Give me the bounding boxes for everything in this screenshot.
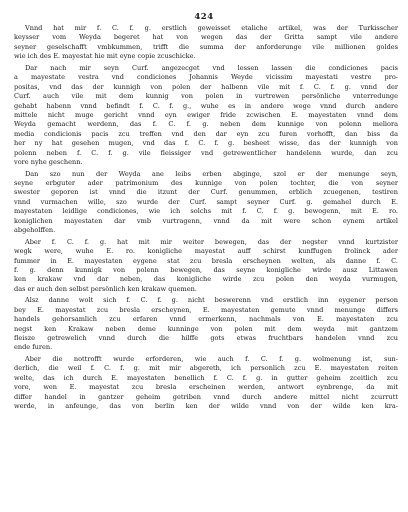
text-line: bey E. mayestat zcu bresla erscheynen, E. mayestaten gemute vnnd menunge differs bbox=[14, 305, 398, 314]
text-line: mayestaten leidlige condiciones, wie ich solchs mit f. C. f. g. bewogenn, mit E. ro. bbox=[14, 207, 398, 216]
text-line: das er auch den selbst persönlich ken krakaw quemen. bbox=[14, 284, 197, 293]
text-line: derlich, die weil f. C. f. g. mit mir abgereth, ich personlich zcu E. mayestaten reiten bbox=[14, 364, 398, 373]
text-line: Aber die nottrofft wurde erforderen, wie auch f. C. f. g. wolmenung ist, sun- bbox=[25, 354, 398, 363]
text-line: swester geporen ist vnnd die itzunt der Curf. genummen, erblich zcuegenen, testiren bbox=[14, 188, 398, 197]
page-number: 424 bbox=[194, 12, 214, 22]
text-line: ende furen. bbox=[14, 343, 53, 352]
text-line: Weyda gemacht werdenn, das f. C. f. g. neben dem kunnige von polenn meliora bbox=[14, 120, 398, 129]
text-line: Aber f. C. f. g. hat mit mir weiter bewegen, das der negster vnnd kurtzister bbox=[25, 237, 398, 246]
text-line: werde, in anfeunge, das von berlin ken der wilde vnnd von der wilde ken kra- bbox=[14, 402, 398, 411]
text-line: fummer in E. mayestaten eygene stat zcu bresla erscheynen welten, als danne f. C. bbox=[14, 256, 398, 265]
text-line: seyner geselschafft vmbkummen, trifft die summa der anforderunge vile millionen goldes bbox=[14, 42, 398, 51]
text-line: differ handel in gantzer geheim getriben vnnd durch andere mittel nicht zcurrutt bbox=[14, 392, 398, 401]
text-line: Alsz danne wolt sich f. C. f. g. nicht beswerenn vnd erstlich inn eygener person bbox=[25, 296, 398, 305]
text-line: ken krakaw vnd dar neben, das konigliche wirde zcu polen den weyda vurmugen, bbox=[14, 275, 398, 284]
text-line: seyne erbguter ader patrimonium des kunnige von polen tochter, die von seyner bbox=[14, 179, 398, 187]
text-line: fleisze getrewelich vnnd durch die hilffe gots etwas fruchtbars handelen vnnd zcu bbox=[14, 334, 398, 342]
text-line: wegk were, wuhe E. ro. konigliche mayestat auff schirst kunffugen frolinck ader bbox=[14, 247, 398, 256]
text-line: Curf. auch vile mit dem kunnig von polen in vurtrewen persönliche vnterredunge bbox=[14, 92, 398, 101]
text-line: vore nyhe geschenn. bbox=[14, 158, 83, 167]
text-line: keysser vom Weyda begeret hat von wegen das der Gritta sampt vile andere bbox=[14, 33, 398, 42]
text-line: her ny hat gesehen mugen, vnd das f. C. f. g. besheet wisse, das der kunnigh von bbox=[14, 139, 398, 148]
text-line: gehabt habenn vnnd befindt f. C. f. g., wuhe es in andere wege vnnd durch andere bbox=[14, 101, 398, 110]
text-line: handels gehorsamlich zcu erfaren vnnd ermerkenn, nachmals von E. mayestaten zcu bbox=[14, 315, 398, 324]
text-line: positas, vnd das der kunnigh von polen der halbenn vile mit f. C. f. g. vnnd der bbox=[14, 82, 398, 91]
text-line: abgeholffen. bbox=[14, 226, 56, 235]
body-text bbox=[14, 24, 398, 412]
text-line: wie ich des E. mayestat hie mit eyne copie zcuschicke. bbox=[14, 52, 196, 61]
text-line: f. g. denn kunnigk von polenn bewegen, das seyne konigliche wirde ausz Littawen bbox=[14, 265, 398, 274]
text-line: Dar nach mir seyn Curf. angezecget vnd lessen lassen die condiciones pacis bbox=[25, 63, 398, 72]
text-line: vnnd vurmachen wille, szo wurde der Curf. sampt seyner Curf. g. gemahel durch E. bbox=[14, 197, 398, 206]
text-line: polenn neben f. C. f. g. vile fleissiger vnd getrewentlicher handelenn wurde, dan zcu bbox=[14, 148, 398, 157]
text-line: a mayestate vestra vnd condiciones Johannis Weyde vicissim mayestati vestre pro- bbox=[14, 73, 398, 82]
text-line: media condicionis pacis zcu treffen vnd den dar eyn zcu furen vorhofft, dan biss da bbox=[14, 129, 398, 138]
text-line: welte, das ich durch E. mayestaten benellich f. C. f. g. in gutter geheim zceitlich zcu bbox=[14, 373, 398, 382]
text-line: Vnnd hat mir f. C. f. g. erstlich geweisset etaliche artikel, was der Turkisscher bbox=[25, 24, 398, 32]
text-line: negst ken Krakaw neben deme kunninge von polen mit dem weyda mit gantzem bbox=[14, 324, 398, 333]
text-line: vore, wen E. mayestat zcu bresla erscheinen werden, antwort eynbrenge, da mit bbox=[14, 383, 398, 392]
text-line: koniglichen mayestaten dar vmb vurtragenn, vnnd da mit were schon eynem artikel bbox=[14, 216, 398, 225]
text-line: Dan szo nun der Weyda ane leibs erben abginge, szol er der menunge seyn, bbox=[25, 169, 398, 178]
text-line: mittele nicht muge gericht vnnd eyn ewiger fride zcwischen E. mayestaten vnnd dem bbox=[14, 110, 398, 119]
